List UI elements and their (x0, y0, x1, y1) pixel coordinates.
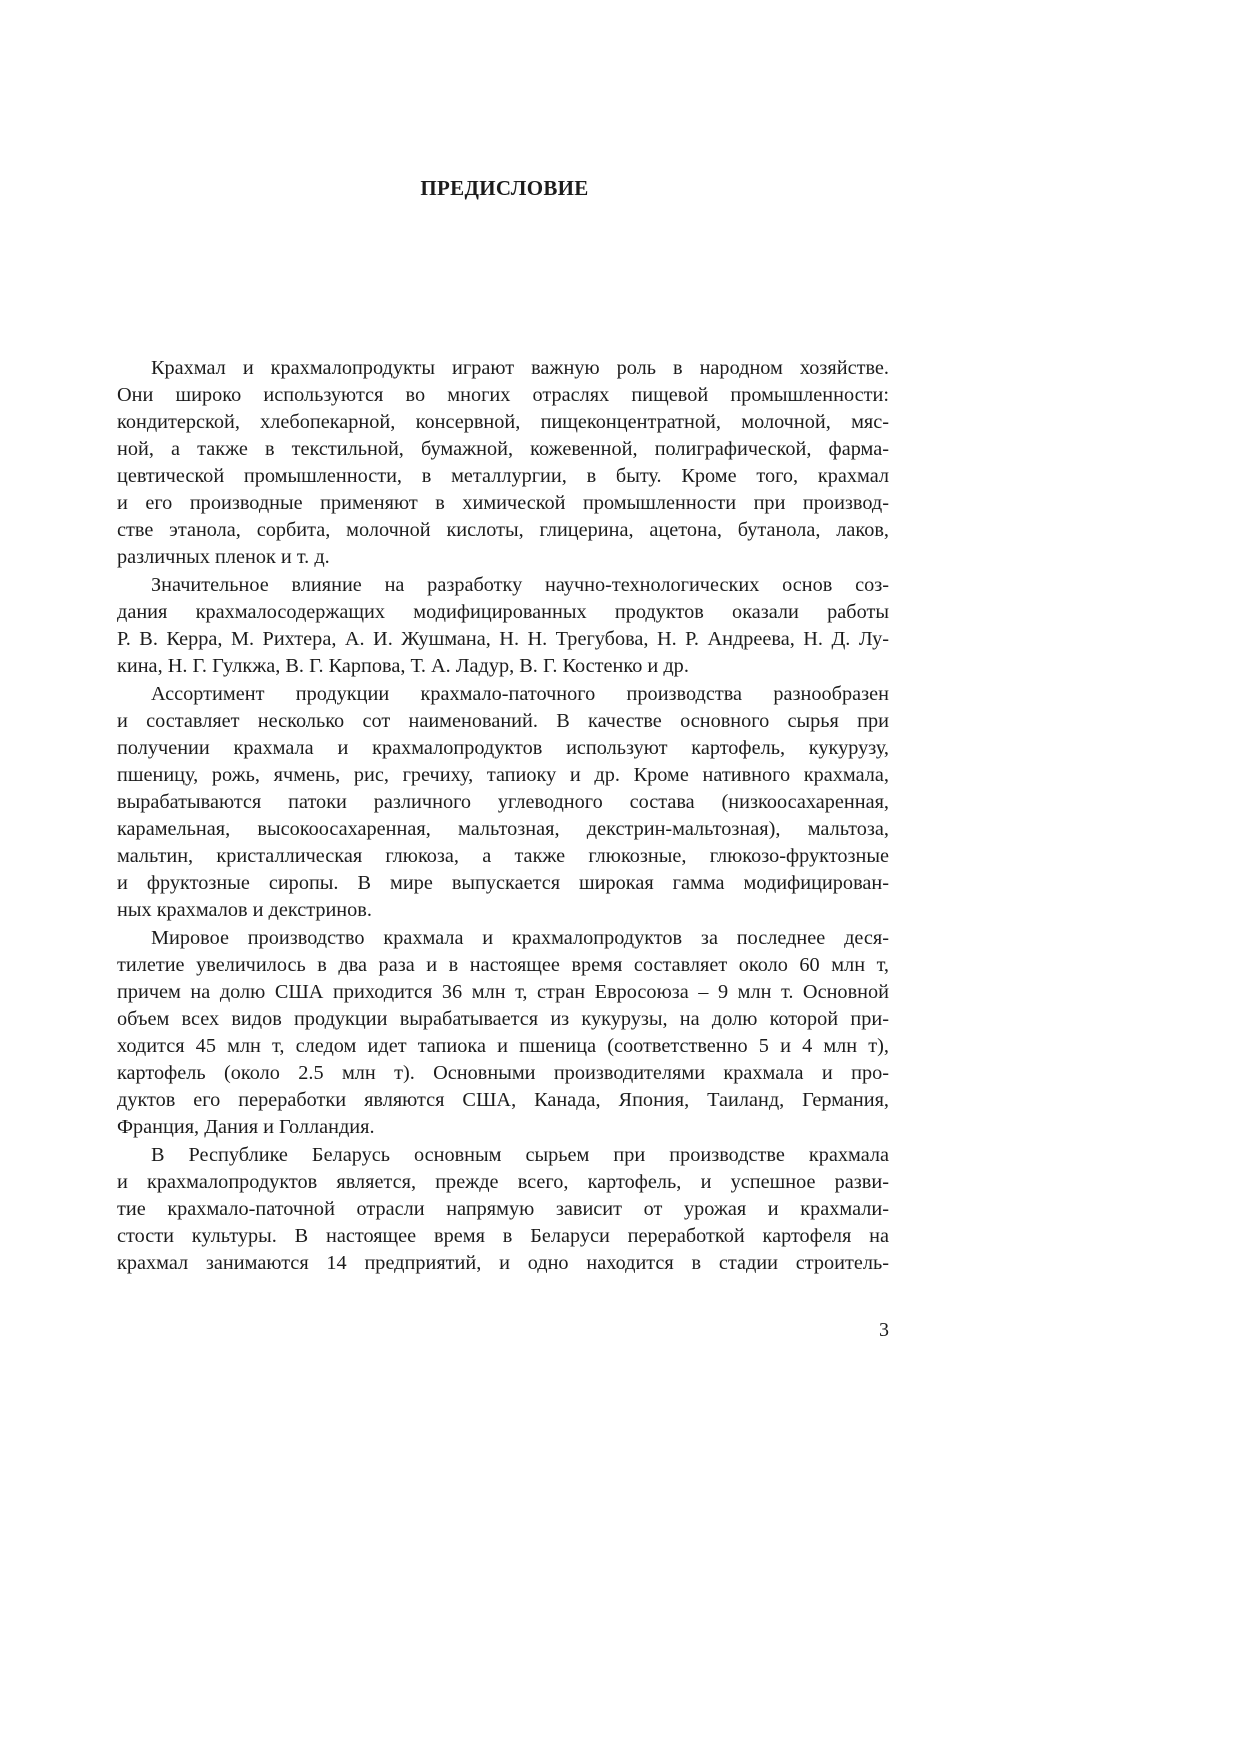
text-line: Они широко используются во многих отраслях пищевой промышленности: (117, 384, 889, 406)
text-line: крахмал занимаются 14 предприятий, и одно находится в стадии строитель- (117, 1252, 889, 1274)
text-line: ных крахмалов и декстринов. (117, 899, 372, 921)
text-line: Значительное влияние на разработку научно-технологических основ соз- (151, 574, 889, 596)
text-line: Франция, Дания и Голландия. (117, 1116, 375, 1138)
paragraph-1 (117, 355, 889, 571)
paragraph-2 (117, 572, 889, 680)
text-line: и составляет несколько сот наименований. В качестве основного сырья при (117, 710, 889, 732)
paragraph-3 (117, 681, 889, 924)
text-line: вырабатываются патоки различного углеводного состава (низкоосахаренная, (117, 791, 889, 813)
text-line: объем всех видов продукции вырабатывается из кукурузы, на долю которой при- (117, 1008, 889, 1030)
text-line: стости культуры. В настоящее время в Беларуси переработкой картофеля на (117, 1225, 889, 1247)
text-line: карамельная, высокоосахаренная, мальтозная, декстрин-мальтозная), мальтоза, (117, 818, 889, 840)
text-line: Ассортимент продукции крахмало-паточного производства разнообразен (151, 683, 889, 705)
text-line: дания крахмалосодержащих модифицированных продуктов оказали работы (117, 601, 889, 623)
text-line: различных пленок и т. д. (117, 546, 330, 568)
text-line: тие крахмало-паточной отрасли напрямую зависит от урожая и крахмали- (117, 1198, 889, 1220)
text-line: дуктов его переработки являются США, Канада, Япония, Таиланд, Германия, (117, 1089, 889, 1111)
page-heading: ПРЕДИСЛОВИЕ (420, 176, 589, 200)
text-line: и его производные применяют в химической промышленности при производ- (117, 492, 889, 514)
paragraph-4 (117, 925, 889, 1141)
text-line: Крахмал и крахмалопродукты играют важную роль в народном хозяйстве. (151, 357, 889, 379)
text-line: Мировое производство крахмала и крахмалопродуктов за последнее деся- (151, 927, 889, 949)
text-line: картофель (около 2.5 млн т). Основными производителями крахмала и про- (117, 1062, 889, 1084)
text-line: и фруктозные сиропы. В мире выпускается широкая гамма модифицирован- (117, 872, 889, 894)
text-line: причем на долю США приходится 36 млн т, стран Евросоюза – 9 млн т. Основной (117, 981, 889, 1003)
text-line: кондитерской, хлебопекарной, консервной, пищеконцентратной, молочной, мяс- (117, 411, 889, 433)
text-line: цевтической промышленности, в металлургии, в быту. Кроме того, крахмал (117, 465, 889, 487)
body-text (117, 355, 889, 1277)
page-number: 3 (879, 1319, 889, 1341)
text-line: мальтин, кристаллическая глюкоза, а также глюкозные, глюкозо-фруктозные (117, 845, 889, 867)
text-line: ной, а также в текстильной, бумажной, кожевенной, полиграфической, фарма- (117, 438, 889, 460)
text-line: ходится 45 млн т, следом идет тапиока и пшеница (соответственно 5 и 4 млн т), (117, 1035, 889, 1057)
text-line: Р. В. Керра, М. Рихтера, А. И. Жушмана, Н. Н. Трегубова, Н. Р. Андреева, Н. Д. Лу- (117, 628, 889, 650)
text-line: В Республике Беларусь основным сырьем при производстве крахмала (151, 1144, 889, 1166)
text-line: и крахмалопродуктов является, прежде всего, картофель, и успешное разви- (117, 1171, 889, 1193)
text-line: пшеницу, рожь, ячмень, рис, гречиху, тапиоку и др. Кроме нативного крахмала, (117, 764, 889, 786)
text-line: стве этанола, сорбита, молочной кислоты, глицерина, ацетона, бутанола, лаков, (117, 519, 889, 541)
text-line: тилетие увеличилось в два раза и в настоящее время составляет около 60 млн т, (117, 954, 889, 976)
paragraph-5 (117, 1142, 889, 1277)
text-line: кина, Н. Г. Гулкжа, В. Г. Карпова, Т. А. Ладур, В. Г. Костенко и др. (117, 655, 689, 677)
text-line: получении крахмала и крахмалопродуктов используют картофель, кукурузу, (117, 737, 889, 759)
